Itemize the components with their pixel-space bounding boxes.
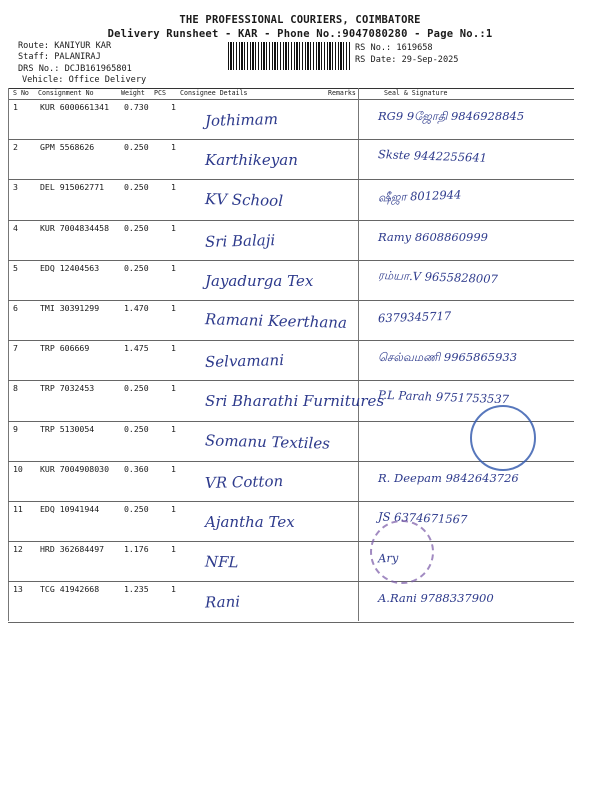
row-weight: 0.250	[124, 424, 149, 434]
row-consignee: Selvamani	[204, 350, 285, 372]
row-divider	[8, 501, 574, 502]
row-weight: 1.475	[124, 343, 149, 353]
row-weight: 0.730	[124, 102, 149, 112]
row-sno: 9	[13, 424, 18, 434]
row-pcs: 1	[171, 584, 176, 594]
col-pcs: PCS	[154, 89, 166, 97]
row-signature: செல்வமணி 9965865933	[378, 350, 518, 364]
row-signature: P.L Parah 9751753537	[377, 387, 510, 407]
row-consignment: EDQ 12404563	[40, 263, 100, 273]
row-weight: 0.250	[124, 182, 149, 192]
rs-date: RS Date: 29-Sep-2025	[355, 55, 459, 65]
row-divider	[8, 581, 574, 582]
row-consignee: Jothimam	[204, 110, 279, 130]
row-consignee: Somanu Textiles	[204, 431, 331, 453]
row-divider	[8, 139, 574, 140]
rs-number: RS No.: 1619658	[355, 43, 433, 53]
col-remarks: Remarks	[328, 89, 356, 97]
col-consignment: Consignment No	[38, 89, 94, 97]
row-consignee: Ramani Keerthana	[204, 310, 348, 332]
staff-label: Staff: PALANIRAJ	[18, 52, 101, 62]
row-consignment: GPM 5568626	[40, 142, 95, 152]
row-signature: Ramy 8608860999	[378, 230, 489, 244]
col-seal: Seal & Signature	[384, 89, 448, 97]
row-weight: 0.250	[124, 383, 149, 393]
company-title: THE PROFESSIONAL COURIERS, COIMBATORE	[179, 14, 421, 26]
row-weight: 0.250	[124, 504, 149, 514]
row-consignment: TRP 7032453	[40, 383, 95, 393]
row-consignee: NFL	[204, 552, 239, 572]
row-consignee: Sri Balaji	[204, 231, 276, 251]
row-weight: 0.250	[124, 263, 149, 273]
row-sno: 3	[13, 182, 18, 192]
row-signature: RG9 9ஜோதி 9846928845	[378, 109, 525, 123]
row-pcs: 1	[171, 263, 176, 273]
route-label: Route: KANIYUR KAR	[18, 41, 112, 51]
row-signature: A.Rani 9788337900	[378, 591, 494, 605]
rs-info	[355, 42, 458, 66]
row-weight: 1.235	[124, 584, 149, 594]
drs-number: DRS No.: DCJB161965801	[18, 64, 132, 74]
row-pcs: 1	[171, 142, 176, 152]
row-consignee: Karthikeyan	[205, 151, 298, 169]
row-pcs: 1	[171, 544, 176, 554]
row-consignee: Sri Bharathi Furnitures	[205, 392, 385, 410]
header-divider	[8, 99, 574, 100]
row-sno: 7	[13, 343, 18, 353]
row-signature: ஷீஜா 8012944	[377, 187, 462, 205]
row-sno: 8	[13, 383, 18, 393]
runsheet-title: Delivery Runsheet - KAR - Phone No.:9047080280 - Page No.:1	[107, 28, 493, 40]
vehicle-label: Vehicle: Office Delivery	[22, 75, 147, 85]
row-consignee: Rani	[204, 592, 241, 612]
row-pcs: 1	[171, 383, 176, 393]
row-consignee: KV School	[204, 189, 284, 211]
row-sno: 11	[13, 504, 23, 514]
row-divider	[8, 340, 574, 341]
row-weight: 1.470	[124, 303, 149, 313]
row-consignment: HRD 362684497	[40, 544, 105, 554]
row-weight: 1.176	[124, 544, 149, 554]
row-consignee: Jayadurga Tex	[205, 272, 314, 290]
row-consignment: KUR 6000661341	[40, 102, 110, 112]
row-consignment: TRP 606669	[40, 343, 90, 353]
row-pcs: 1	[171, 102, 176, 112]
seal-stamp	[470, 405, 536, 471]
row-sno: 10	[13, 464, 23, 474]
row-divider	[8, 260, 574, 261]
row-consignment: KUR 7004908030	[40, 464, 110, 474]
row-consignee: VR Cotton	[204, 471, 284, 493]
row-divider	[8, 300, 574, 301]
row-sno: 6	[13, 303, 18, 313]
row-pcs: 1	[171, 464, 176, 474]
row-pcs: 1	[171, 343, 176, 353]
row-weight: 0.250	[124, 223, 149, 233]
row-pcs: 1	[171, 182, 176, 192]
row-divider	[8, 380, 574, 381]
row-signature: R. Deepam 9842643726	[378, 471, 519, 485]
row-signature: Ary	[377, 550, 399, 566]
row-sno: 2	[13, 142, 18, 152]
col-consignee: Consignee Details	[180, 89, 248, 97]
row-consignment: TMI 30391299	[40, 303, 100, 313]
col-sno: S No	[13, 89, 29, 97]
row-sno: 5	[13, 263, 18, 273]
col-weight: Weight	[121, 89, 145, 97]
row-divider	[8, 541, 574, 542]
row-consignee: Ajantha Tex	[205, 513, 295, 531]
row-consignment: TRP 5130054	[40, 424, 95, 434]
seal-stamp-faded	[370, 520, 434, 584]
row-consignment: DEL 915062771	[40, 182, 105, 192]
row-weight: 0.360	[124, 464, 149, 474]
row-sno: 12	[13, 544, 23, 554]
row-signature: 6379345717	[377, 308, 452, 326]
row-pcs: 1	[171, 303, 176, 313]
row-consignment: KUR 7004834458	[40, 223, 110, 233]
row-pcs: 1	[171, 424, 176, 434]
row-signature: ரம்யா.V 9655828007	[377, 267, 499, 287]
row-divider	[8, 220, 574, 221]
row-divider	[8, 622, 574, 623]
row-pcs: 1	[171, 504, 176, 514]
row-signature: JS 6374671567	[377, 509, 468, 527]
row-signature: Skste 9442255641	[377, 147, 488, 165]
barcode	[228, 42, 350, 70]
row-consignment: TCG 41942668	[40, 584, 100, 594]
row-weight: 0.250	[124, 142, 149, 152]
row-sno: 1	[13, 102, 18, 112]
row-pcs: 1	[171, 223, 176, 233]
row-consignment: EDQ 10941944	[40, 504, 100, 514]
row-sno: 4	[13, 223, 18, 233]
row-divider	[8, 179, 574, 180]
row-sno: 13	[13, 584, 23, 594]
